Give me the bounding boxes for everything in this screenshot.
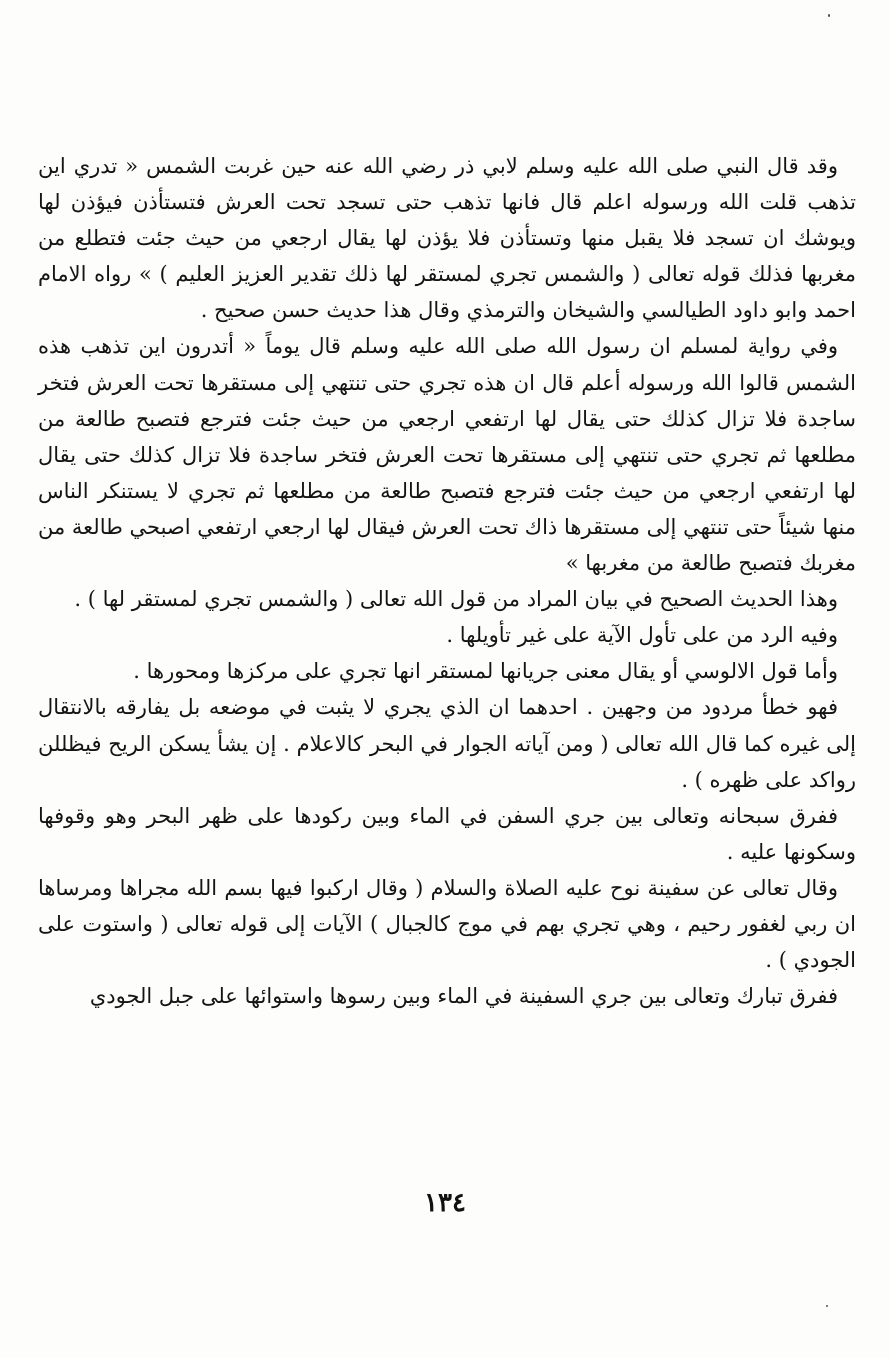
paragraph: وقال تعالى عن سفينة نوح عليه الصلاة والسلام ( وقال اركبوا فيها بسم الله مجراها ومرساها ان ربي لغفور رحيم ، وهي تجري بهم في موج كالجبال ) الآيات إلى قوله تعالى ( واستوت على الجودي ) . — [38, 875, 856, 973]
paragraph: ففرق سبحانه وتعالى بين جري السفن في الماء وبين ركودها على ظهر البحر وهو وقوفها وسكونها عليه . — [38, 803, 856, 864]
paragraph: وأما قول الالوسي أو يقال معنى جريانها لمستقر انها تجري على مركزها ومحورها . — [133, 659, 838, 684]
paragraph: وقد قال النبي صلى الله عليه وسلم لابي ذر رضي الله عنه حين غربت الشمس « تدري اين تذهب قلت الله ورسوله اعلم قال فانها تذهب حتى تسجد تحت العرش فتستأذن فيؤذن لها ويوشك ان تسجد فلا يقبل منها وتستأذن فلا يؤذن لها يقال ارجعي من حيث جئت فتطلع من مغربها فذلك قوله تعالى ( والشمس تجري لمستقر لها ذلك تقدير العزيز العليم ) » رواه الامام احمد وابو داود الطيالسي والشيخان والترمذي وقال هذا حديث حسن صحيح . — [38, 154, 856, 323]
paragraph: ففرق تبارك وتعالى بين جري السفينة في الماء وبين رسوها واستوائها على جبل الجودي — [89, 984, 838, 1009]
paragraph: فهو خطأ مردود من وجهين . احدهما ان الذي يجري لا يثبت في موضعه بل يفارقه بالانتقال إلى غيره كما قال الله تعالى ( ومن آياته الجوار في البحر كالاعلام . إن يشأ يسكن الريح فيظللن رواكد على ظهره ) . — [38, 695, 856, 792]
scan-speck — [828, 14, 830, 17]
paragraph: وفيه الرد من على تأول الآية على غير تأويلها . — [446, 623, 838, 648]
page-body-text — [38, 148, 856, 1014]
paragraph: وهذا الحديث الصحيح في بيان المراد من قول الله تعالى ( والشمس تجري لمستقر لها ) . — [74, 587, 838, 612]
paragraph: وفي رواية لمسلم ان رسول الله صلى الله عليه وسلم قال يوماً « أتدرون اين تذهب هذه الشمس قالوا الله ورسوله أعلم قال ان هذه تجري حتى تنتهي إلى مستقرها تحت العرش فتخر ساجدة فلا تزال كذلك حتى يقال لها ارتفعي ارجعي من حيث جئت فترجع فتصبح طالعة من مطلعها ثم تجري حتى تنتهي إلى مستقرها تحت العرش فتخر ساجدة فلا تزال كذلك حتى يقال لها ارتفعي ارجعي من حيث جئت فترجع فتصبح طالعة من مطلعها ثم تجري لا يستنكر الناس منها شيئاً حتى تنتهي إلى مستقرها ذاك تحت العرش فيقال لها ارجعي ارتفعي اصبحي طالعة من مغربك فتصبح طالعة من مغربها » — [38, 334, 856, 576]
scan-speck — [826, 1305, 828, 1307]
page-number: ١٣٤ — [424, 1188, 466, 1218]
